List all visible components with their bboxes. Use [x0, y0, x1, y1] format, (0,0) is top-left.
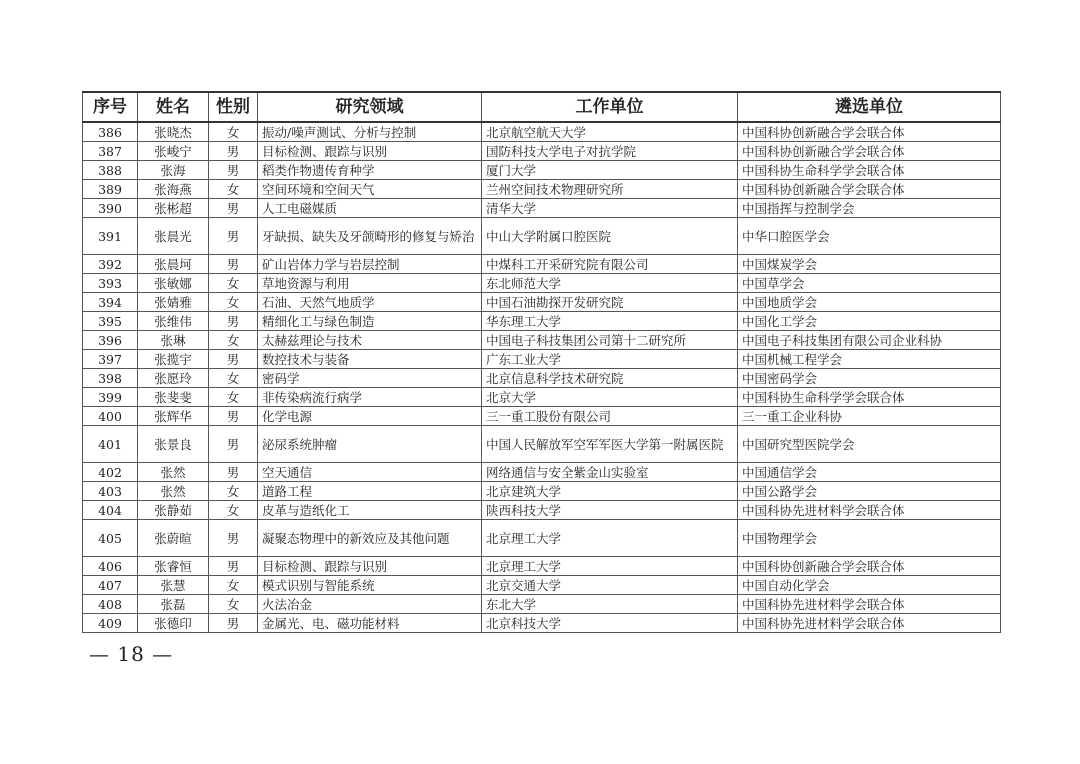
cell-selection-unit: 中国科协先进材料学会联合体	[738, 501, 1001, 520]
cell-selection-unit: 中国科协创新融合学会联合体	[738, 142, 1001, 161]
cell-work-unit: 北京信息科学技术研究院	[482, 369, 738, 388]
cell-serial-number: 396	[83, 331, 138, 350]
cell-serial-number: 397	[83, 350, 138, 369]
cell-serial-number: 399	[83, 388, 138, 407]
cell-serial-number: 394	[83, 293, 138, 312]
cell-research-field: 火法冶金	[258, 595, 482, 614]
cell-research-field: 模式识别与智能系统	[258, 576, 482, 595]
table-row	[83, 274, 1001, 293]
cell-work-unit: 清华大学	[482, 199, 738, 218]
cell-serial-number: 405	[83, 520, 138, 557]
table-row	[83, 331, 1001, 350]
table-row	[83, 122, 1001, 142]
cell-work-unit: 广东工业大学	[482, 350, 738, 369]
cell-selection-unit: 中国煤炭学会	[738, 255, 1001, 274]
cell-name: 张静茹	[138, 501, 209, 520]
cell-work-unit: 北京科技大学	[482, 614, 738, 633]
cell-selection-unit: 中国科协创新融合学会联合体	[738, 557, 1001, 576]
cell-gender: 女	[209, 274, 258, 293]
cell-serial-number: 393	[83, 274, 138, 293]
cell-name: 张磊	[138, 595, 209, 614]
cell-name: 张愿玲	[138, 369, 209, 388]
cell-selection-unit: 中国科协生命科学学会联合体	[738, 161, 1001, 180]
cell-name: 张敏娜	[138, 274, 209, 293]
cell-name: 张彬超	[138, 199, 209, 218]
cell-work-unit: 中国石油勘探开发研究院	[482, 293, 738, 312]
cell-gender: 女	[209, 331, 258, 350]
table-row	[83, 369, 1001, 388]
cell-gender: 女	[209, 501, 258, 520]
cell-selection-unit: 中国电子科技集团有限公司企业科协	[738, 331, 1001, 350]
cell-research-field: 目标检测、跟踪与识别	[258, 142, 482, 161]
cell-serial-number: 388	[83, 161, 138, 180]
cell-gender: 男	[209, 463, 258, 482]
cell-name: 张海	[138, 161, 209, 180]
cell-research-field: 振动/噪声测试、分析与控制	[258, 122, 482, 142]
table-row	[83, 218, 1001, 255]
cell-name: 张景良	[138, 426, 209, 463]
cell-gender: 男	[209, 614, 258, 633]
cell-gender: 女	[209, 595, 258, 614]
cell-serial-number: 395	[83, 312, 138, 331]
cell-gender: 男	[209, 161, 258, 180]
header-selection-unit: 遴选单位	[738, 92, 1001, 122]
cell-gender: 男	[209, 255, 258, 274]
cell-serial-number: 386	[83, 122, 138, 142]
cell-work-unit: 中国电子科技集团公司第十二研究所	[482, 331, 738, 350]
cell-research-field: 太赫兹理论与技术	[258, 331, 482, 350]
cell-gender: 女	[209, 122, 258, 142]
cell-research-field: 皮革与造纸化工	[258, 501, 482, 520]
cell-selection-unit: 中国科协先进材料学会联合体	[738, 595, 1001, 614]
table-row	[83, 161, 1001, 180]
cell-gender: 男	[209, 557, 258, 576]
cell-selection-unit: 中国化工学会	[738, 312, 1001, 331]
table-row	[83, 557, 1001, 576]
table-row	[83, 501, 1001, 520]
cell-gender: 男	[209, 142, 258, 161]
cell-research-field: 精细化工与绿色制造	[258, 312, 482, 331]
cell-serial-number: 392	[83, 255, 138, 274]
cell-serial-number: 407	[83, 576, 138, 595]
cell-serial-number: 408	[83, 595, 138, 614]
cell-research-field: 非传染病流行病学	[258, 388, 482, 407]
cell-serial-number: 390	[83, 199, 138, 218]
cell-research-field: 石油、天然气地质学	[258, 293, 482, 312]
cell-research-field: 牙缺损、缺失及牙颌畸形的修复与矫治	[258, 218, 482, 255]
cell-gender: 男	[209, 312, 258, 331]
cell-selection-unit: 中国科协先进材料学会联合体	[738, 614, 1001, 633]
cell-serial-number: 406	[83, 557, 138, 576]
cell-research-field: 泌尿系统肿瘤	[258, 426, 482, 463]
cell-work-unit: 北京理工大学	[482, 557, 738, 576]
table-row	[83, 199, 1001, 218]
cell-name: 张海燕	[138, 180, 209, 199]
cell-work-unit: 北京交通大学	[482, 576, 738, 595]
table-row	[83, 576, 1001, 595]
cell-work-unit: 北京航空航天大学	[482, 122, 738, 142]
cell-selection-unit: 中国公路学会	[738, 482, 1001, 501]
cell-work-unit: 北京建筑大学	[482, 482, 738, 501]
table-row	[83, 520, 1001, 557]
cell-work-unit: 网络通信与安全紫金山实验室	[482, 463, 738, 482]
cell-name: 张晓杰	[138, 122, 209, 142]
cell-serial-number: 391	[83, 218, 138, 255]
cell-name: 张然	[138, 482, 209, 501]
cell-name: 张揽宇	[138, 350, 209, 369]
table-body	[83, 122, 1001, 633]
header-work-unit: 工作单位	[482, 92, 738, 122]
cell-name: 张辉华	[138, 407, 209, 426]
cell-work-unit: 东北大学	[482, 595, 738, 614]
cell-research-field: 密码学	[258, 369, 482, 388]
cell-selection-unit: 中国物理学会	[738, 520, 1001, 557]
cell-gender: 女	[209, 369, 258, 388]
cell-research-field: 化学电源	[258, 407, 482, 426]
cell-gender: 男	[209, 520, 258, 557]
cell-work-unit: 厦门大学	[482, 161, 738, 180]
cell-work-unit: 中山大学附属口腔医院	[482, 218, 738, 255]
cell-selection-unit: 中国指挥与控制学会	[738, 199, 1001, 218]
cell-serial-number: 409	[83, 614, 138, 633]
cell-name: 张德印	[138, 614, 209, 633]
table-row	[83, 388, 1001, 407]
cell-work-unit: 陕西科技大学	[482, 501, 738, 520]
cell-name: 张婧雅	[138, 293, 209, 312]
cell-research-field: 人工电磁媒质	[258, 199, 482, 218]
cell-gender: 男	[209, 426, 258, 463]
cell-selection-unit: 中国科协创新融合学会联合体	[738, 122, 1001, 142]
cell-gender: 男	[209, 407, 258, 426]
cell-selection-unit: 中国通信学会	[738, 463, 1001, 482]
header-serial-number: 序号	[83, 92, 138, 122]
cell-research-field: 草地资源与利用	[258, 274, 482, 293]
cell-name: 张晨光	[138, 218, 209, 255]
cell-selection-unit: 中国科协生命科学学会联合体	[738, 388, 1001, 407]
cell-work-unit: 中国人民解放军空军军医大学第一附属医院	[482, 426, 738, 463]
cell-gender: 男	[209, 199, 258, 218]
cell-serial-number: 400	[83, 407, 138, 426]
cell-research-field: 稻类作物遗传育种学	[258, 161, 482, 180]
table-row	[83, 312, 1001, 331]
cell-name: 张睿恒	[138, 557, 209, 576]
cell-name: 张蔚暄	[138, 520, 209, 557]
roster-table	[82, 91, 1001, 633]
cell-research-field: 道路工程	[258, 482, 482, 501]
cell-serial-number: 403	[83, 482, 138, 501]
cell-name: 张斐斐	[138, 388, 209, 407]
cell-serial-number: 387	[83, 142, 138, 161]
cell-research-field: 数控技术与装备	[258, 350, 482, 369]
cell-research-field: 目标检测、跟踪与识别	[258, 557, 482, 576]
cell-research-field: 空间环境和空间天气	[258, 180, 482, 199]
page-number: — 18 —	[89, 642, 174, 666]
table-row	[83, 614, 1001, 633]
cell-work-unit: 国防科技大学电子对抗学院	[482, 142, 738, 161]
cell-work-unit: 兰州空间技术物理研究所	[482, 180, 738, 199]
table-row	[83, 180, 1001, 199]
cell-gender: 男	[209, 218, 258, 255]
cell-selection-unit: 三一重工企业科协	[738, 407, 1001, 426]
cell-work-unit: 中煤科工开采研究院有限公司	[482, 255, 738, 274]
cell-gender: 女	[209, 388, 258, 407]
table-row	[83, 293, 1001, 312]
cell-serial-number: 402	[83, 463, 138, 482]
table-row	[83, 142, 1001, 161]
cell-name: 张琳	[138, 331, 209, 350]
cell-name: 张维伟	[138, 312, 209, 331]
table-header-row	[83, 92, 1001, 122]
table-row	[83, 482, 1001, 501]
cell-work-unit: 北京理工大学	[482, 520, 738, 557]
cell-gender: 女	[209, 180, 258, 199]
header-research-field: 研究领域	[258, 92, 482, 122]
cell-selection-unit: 中国密码学会	[738, 369, 1001, 388]
table-row	[83, 463, 1001, 482]
table-row	[83, 255, 1001, 274]
cell-serial-number: 389	[83, 180, 138, 199]
cell-research-field: 凝聚态物理中的新效应及其他问题	[258, 520, 482, 557]
cell-gender: 女	[209, 482, 258, 501]
cell-name: 张峻宁	[138, 142, 209, 161]
cell-serial-number: 401	[83, 426, 138, 463]
cell-work-unit: 北京大学	[482, 388, 738, 407]
cell-research-field: 金属光、电、磁功能材料	[258, 614, 482, 633]
cell-gender: 男	[209, 350, 258, 369]
cell-selection-unit: 中国地质学会	[738, 293, 1001, 312]
cell-name: 张慧	[138, 576, 209, 595]
cell-serial-number: 404	[83, 501, 138, 520]
cell-research-field: 空天通信	[258, 463, 482, 482]
cell-research-field: 矿山岩体力学与岩层控制	[258, 255, 482, 274]
cell-name: 张晨坷	[138, 255, 209, 274]
cell-selection-unit: 中华口腔医学会	[738, 218, 1001, 255]
cell-work-unit: 华东理工大学	[482, 312, 738, 331]
table-row	[83, 407, 1001, 426]
header-gender: 性别	[209, 92, 258, 122]
table-row	[83, 426, 1001, 463]
table-row	[83, 350, 1001, 369]
cell-selection-unit: 中国草学会	[738, 274, 1001, 293]
cell-work-unit: 东北师范大学	[482, 274, 738, 293]
cell-selection-unit: 中国科协创新融合学会联合体	[738, 180, 1001, 199]
cell-name: 张然	[138, 463, 209, 482]
cell-work-unit: 三一重工股份有限公司	[482, 407, 738, 426]
cell-selection-unit: 中国机械工程学会	[738, 350, 1001, 369]
cell-selection-unit: 中国自动化学会	[738, 576, 1001, 595]
cell-serial-number: 398	[83, 369, 138, 388]
header-name: 姓名	[138, 92, 209, 122]
cell-gender: 女	[209, 293, 258, 312]
table-row	[83, 595, 1001, 614]
cell-selection-unit: 中国研究型医院学会	[738, 426, 1001, 463]
cell-gender: 女	[209, 576, 258, 595]
